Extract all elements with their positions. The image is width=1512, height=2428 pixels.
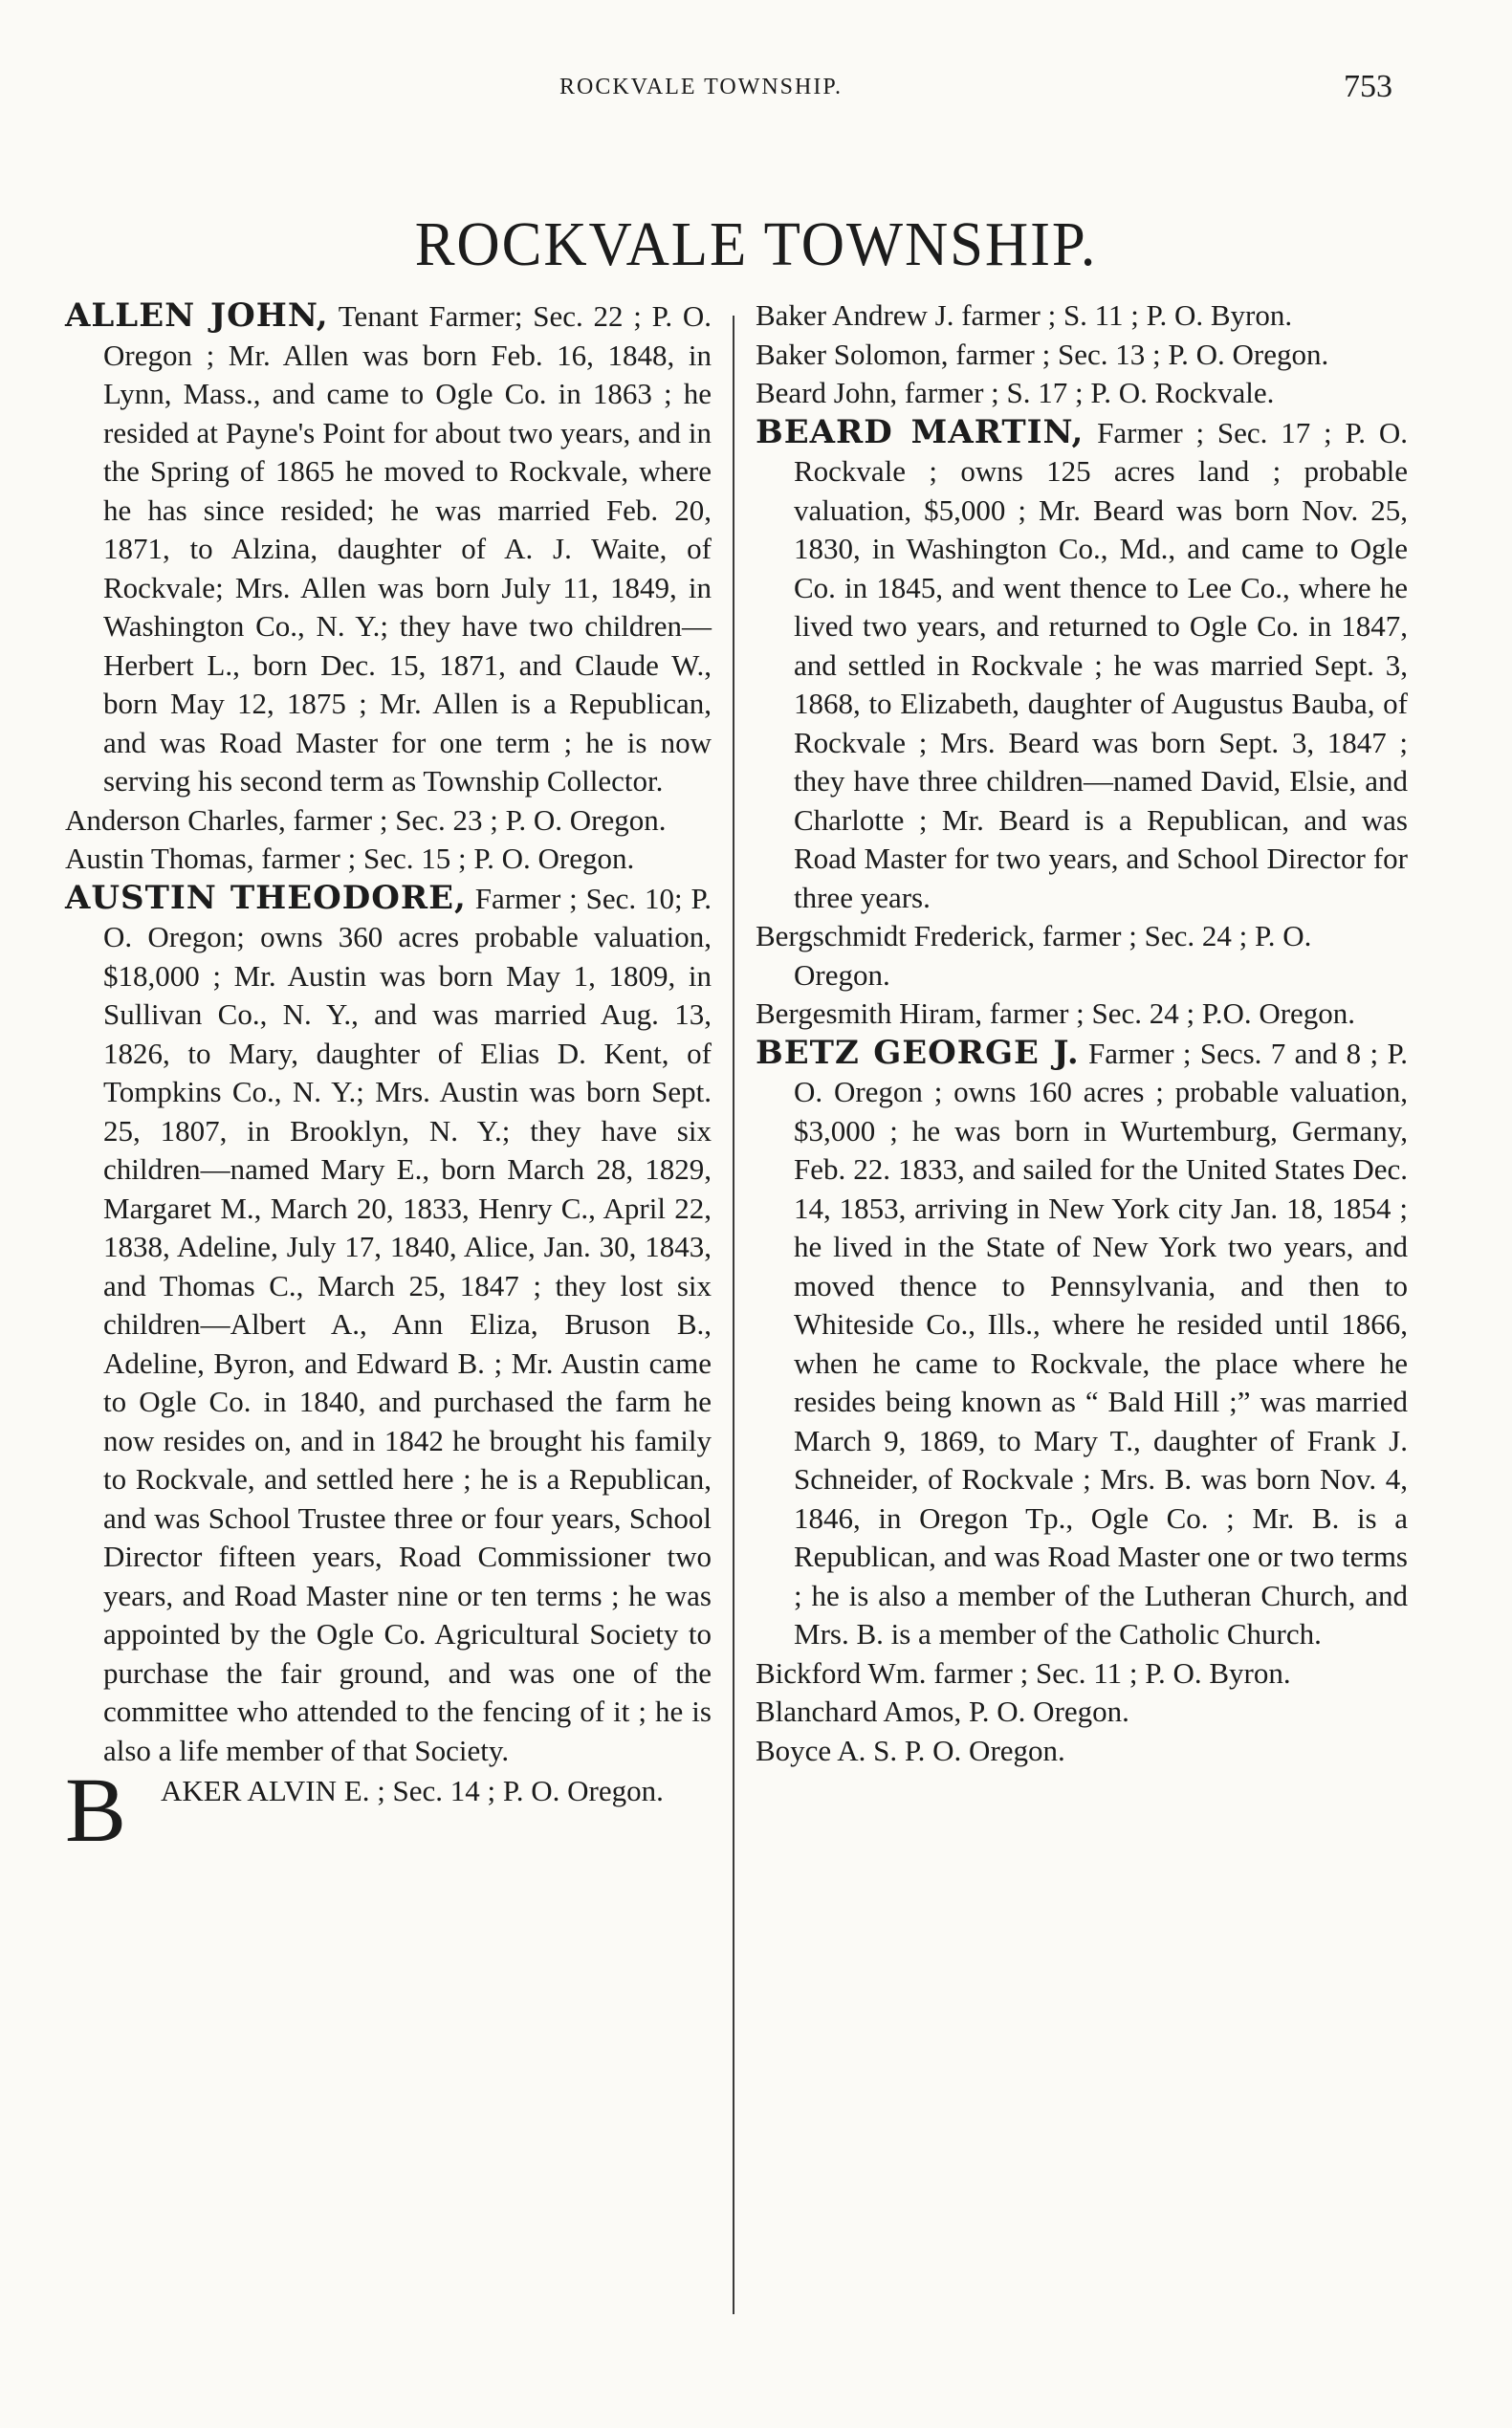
entry-text: Anderson Charles, farmer ; Sec. 23 ; P. O. Oregon. xyxy=(65,802,667,837)
entry-text: Blanchard Amos, P. O. Oregon. xyxy=(756,1695,1129,1728)
page-title: ROCKVALE TOWNSHIP. xyxy=(414,209,1098,279)
directory-entry xyxy=(756,917,1408,995)
drop-cap-letter: B xyxy=(65,1759,127,1861)
biography-entry xyxy=(756,1034,1408,1654)
entry-text: Bickford Wm. farmer ; Sec. 11 ; P. O. Byron. xyxy=(756,1655,1291,1690)
directory-entry xyxy=(756,374,1408,413)
entry-name: AUSTIN THEODORE, xyxy=(65,878,467,917)
directory-entry xyxy=(65,801,712,841)
entry-text: Farmer ; Secs. 7 and 8 ; P. O. Oregon ; owns 160 acres ; probable valuation, $3,000 ; he was born in Wurtemburg, Germany, Feb. 22. 1833, and sailed for the United States Dec. 14, 1853, arriving in New York city Jan. 18, 1854 ; he lived in the State of New York two years, and moved thence to Pennsylvania, and then to Whiteside Co., Ills., where he resided until 1866, when he came to Rockvale, the place where he resides being known as “ Bald Hill ;” was married March 9, 1869, to Mary T., daughter of Frank J. Schneider, of Rockvale ; Mrs. B. was born Nov. 4, 1846, in Oregon Tp., Ogle Co. ; Mr. B. is a Republican, and was Road Master one or two terms ; he is also a member of the Lutheran Church, and Mrs. B. is a member of the Catholic Church. xyxy=(794,1036,1408,1651)
running-head xyxy=(0,69,1512,107)
directory-entry xyxy=(65,840,712,879)
entry-name: BEARD MARTIN, xyxy=(756,412,1085,451)
entry-text: Tenant Farmer; Sec. 22 ; P. O. Oregon ; Mr. Allen was born Feb. 16, 1848, in Lynn, Mass., and came to Ogle Co. in 1863 ; he resided at Payne's Point for about two years, and in the Spring of 1865 he moved to Rockvale, where he has since resided; he was married Feb. 20, 1871, to Alzina, daughter of A. J. Waite, of Rockvale; Mrs. Allen was born July 11, 1849, in Washington Co., N. Y.; they have two children—Herbert L., born Dec. 15, 1871, and Claude W., born May 12, 1875 ; Mr. Allen is a Republican, and was Road Master for one term ; he is now serving his second term as Township Collector. xyxy=(103,299,712,798)
entry-name: BETZ GEORGE J. xyxy=(756,1033,1080,1072)
biography-entry xyxy=(65,296,712,801)
directory-entry xyxy=(756,995,1408,1034)
directory-entry xyxy=(756,336,1408,375)
biography-entry xyxy=(65,879,712,1771)
entry-text: Baker Solomon, farmer ; Sec. 13 ; P. O. Oregon. xyxy=(756,337,1329,371)
entry-text: AKER ALVIN E. ; Sec. 14 ; P. O. Oregon. xyxy=(161,1774,664,1807)
directory-entry-dropcap xyxy=(65,1759,712,1861)
entry-text: Baker Andrew J. farmer ; S. 11 ; P. O. Byron. xyxy=(756,298,1293,332)
left-column xyxy=(65,296,712,1861)
directory-entry xyxy=(756,1654,1408,1694)
running-title: ROCKVALE TOWNSHIP. xyxy=(559,75,844,99)
entry-name: ALLEN JOHN, xyxy=(65,296,329,335)
directory-entry xyxy=(756,1732,1408,1771)
entry-text: Boyce A. S. P. O. Oregon. xyxy=(756,1733,1065,1767)
entry-text: Farmer ; Sec. 17 ; P. O. Rockvale ; owns 125 acres land ; probable valuation, $5,000 ; Mr. Beard was born Nov. 25, 1830, in Washington Co., Md., and came to Ogle Co. in 1845, and went thence to Lee Co., where he lived two years, and returned to Ogle Co. in 1847, and settled in Rockvale ; he was married Sept. 3, 1868, to Elizabeth, daughter of Augustus Bauba, of Rockvale ; Mrs. Beard was born Sept. 3, 1847 ; they have three children—named David, Elsie, and Charlotte ; Mr. Beard is a Republican, and was Road Master for two years, and School Director for three years. xyxy=(794,415,1408,914)
right-column xyxy=(756,296,1408,1770)
directory-entry xyxy=(756,1693,1408,1732)
page-number: 753 xyxy=(1344,69,1392,104)
biography-entry xyxy=(756,413,1408,918)
entry-text: Bergesmith Hiram, farmer ; Sec. 24 ; P.O. Oregon. xyxy=(756,996,1356,1030)
directory-entry xyxy=(756,296,1408,336)
entry-text: Farmer ; Sec. 10; P. O. Oregon; owns 360 acres probable valuation, $18,000 ; Mr. Austin was born May 1, 1809, in Sullivan Co., N. Y., and was married Aug. 13, 1826, to Mary, daughter of Elias D. Kent, of Tompkins Co., N. Y.; Mrs. Austin was born Sept. 25, 1807, in Brooklyn, N. Y.; they have six children—named Mary E., born March 28, 1829, Margaret M., March 20, 1833, Henry C., April 22, 1838, Adeline, July 17, 1840, Alice, Jan. 30, 1843, and Thomas C., March 25, 1847 ; they lost six children—Albert A., Ann Eliza, Bruson B., Adeline, Byron, and Edward B. ; Mr. Austin came to Ogle Co. in 1840, and purchased the farm he now resides on, and in 1842 he brought his family to Rockvale, and settled here ; he is a Republican, and was School Trustee three or four years, School Director fifteen years, Road Commissioner two years, and Road Master nine or ten terms ; he was appointed by the Ogle Co. Agricultural Society to purchase the fair ground, and was one of the committee who attended to the fencing of it ; he is also a life member of that Society. xyxy=(103,881,712,1767)
entry-text: Beard John, farmer ; S. 17 ; P. O. Rockvale. xyxy=(756,376,1275,409)
entry-text: Austin Thomas, farmer ; Sec. 15 ; P. O. Oregon. xyxy=(65,842,635,875)
column-divider xyxy=(733,316,734,2314)
entry-text: Bergschmidt Frederick, farmer ; Sec. 24 ; P. O. Oregon. xyxy=(756,919,1312,992)
